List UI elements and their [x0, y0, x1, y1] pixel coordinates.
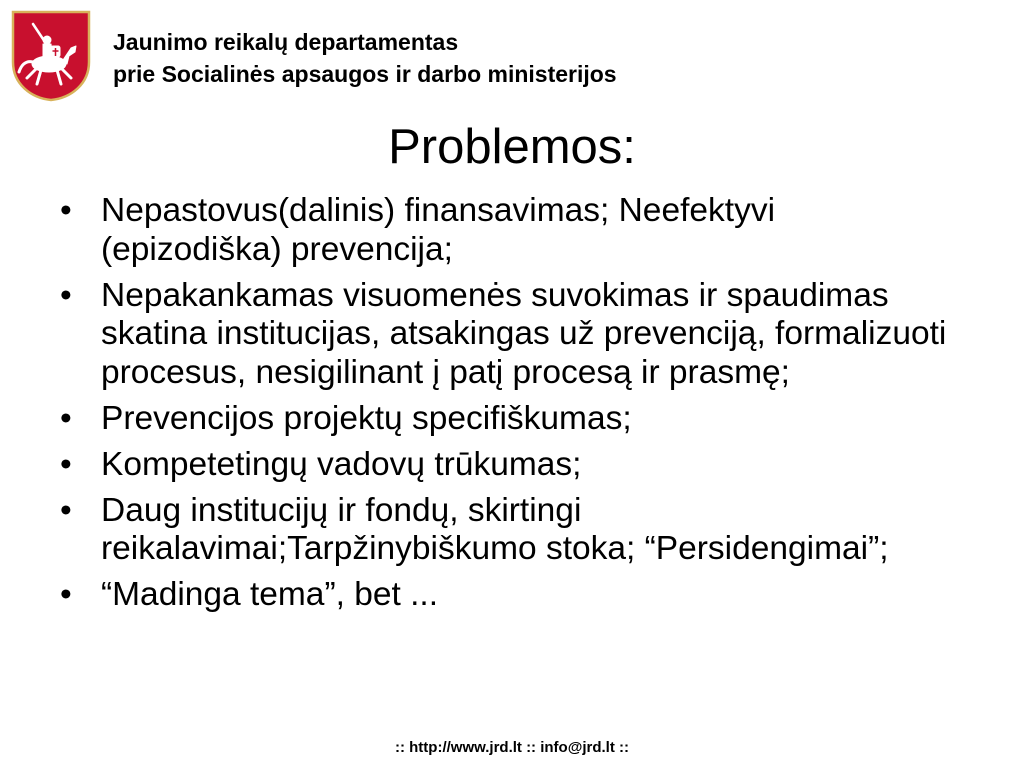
coat-of-arms-icon: [11, 10, 91, 102]
organization-header: [113, 26, 617, 90]
slide-title: Problemos:: [388, 120, 636, 174]
bullet-item: [60, 400, 960, 439]
bullet-point-icon: •: [60, 276, 72, 314]
organization-name-line-2: prie Socialinės apsaugos ir darbo ministerijos: [113, 61, 617, 87]
bullet-text: “Madinga tema”, bet ...: [101, 576, 439, 613]
bullet-text: Prevencijos projektų specifiškumas;: [101, 399, 632, 437]
bullet-item: [60, 192, 960, 269]
bullet-point-icon: •: [60, 576, 72, 613]
bullet-item: [60, 446, 960, 485]
bullet-text: Nepakankamas visuomenės suvokimas ir spaudimas skatina institucijas, atsakingas už prevenciją, formalizuoti procesus, nesigilinant į patį procesą ir prasmę;: [101, 276, 947, 391]
footer-contact-links[interactable]: :: http://www.jrd.lt :: info@jrd.lt ::: [394, 739, 629, 756]
bullet-point-icon: •: [60, 399, 72, 437]
bullet-item: [60, 576, 960, 615]
bullet-item: [60, 277, 960, 393]
bullet-point-icon: •: [60, 192, 72, 229]
bullet-point-icon: •: [60, 445, 72, 483]
bullet-text: Kompetetingų vadovų trūkumas;: [101, 445, 582, 483]
bullet-item: [60, 492, 960, 569]
bullet-point-icon: •: [60, 491, 72, 529]
bullet-text: Nepastovus(dalinis) finansavimas; Neefektyvi (epizodiška) prevencija;: [101, 192, 776, 268]
problems-bullet-list: [60, 192, 960, 622]
bullet-text: Daug institucijų ir fondų, skirtingi reikalavimai;Tarpžinybiškumo stoka; “Persidengimai”;: [101, 491, 889, 567]
organization-name-line-1: Jaunimo reikalų departamentas: [113, 29, 459, 55]
